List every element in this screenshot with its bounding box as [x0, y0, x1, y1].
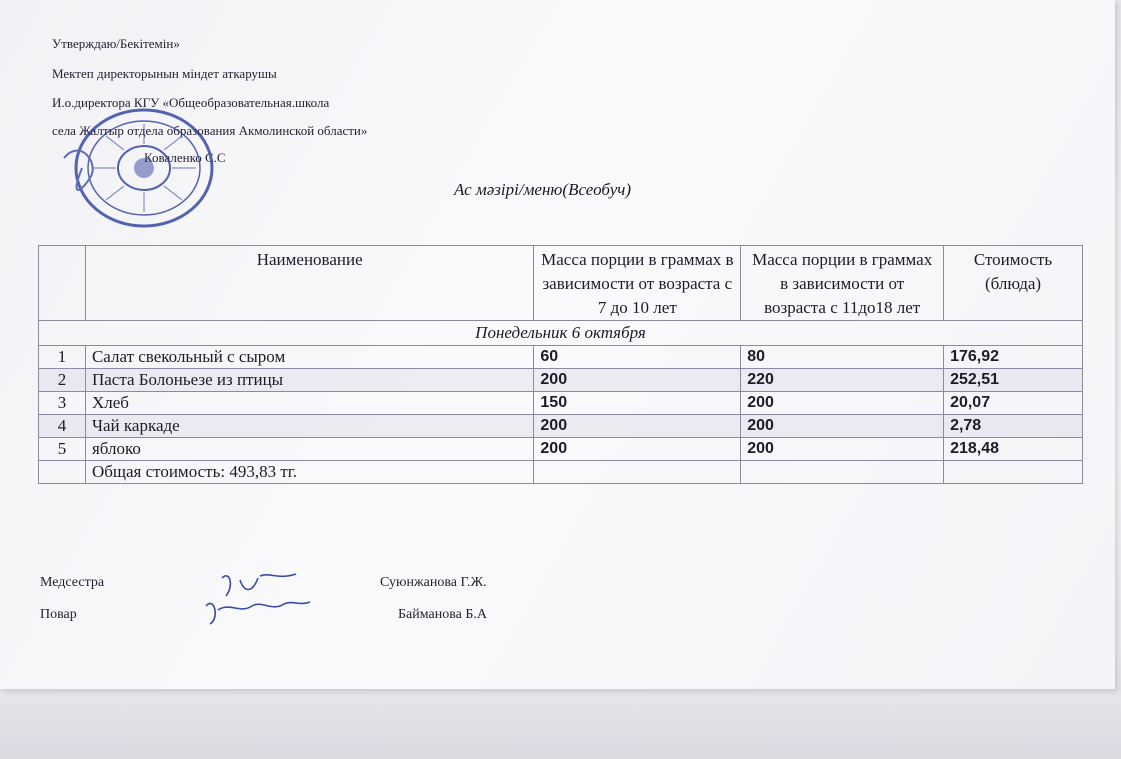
- table-header-row: [39, 246, 1083, 321]
- mass-11-18: 220: [741, 369, 944, 392]
- dish-cost: 218,48: [944, 438, 1083, 461]
- cook-role: Повар: [40, 607, 77, 622]
- day-row: [39, 321, 1083, 346]
- nurse-name: Суюнжанова Г.Ж.: [380, 575, 487, 590]
- table-row: [39, 438, 1083, 461]
- row-number: 3: [39, 392, 86, 415]
- organization-line: села Жалтыр отдела образования Акмолинской области»: [52, 123, 368, 138]
- mass-7-10: 200: [534, 369, 741, 392]
- dish-cost: 20,07: [944, 392, 1083, 415]
- mass-7-10: 200: [534, 438, 741, 461]
- official-seal-icon: [60, 108, 216, 232]
- mass-7-10: 200: [534, 415, 741, 438]
- mass-11-18: 80: [741, 346, 944, 369]
- row-number: 1: [39, 346, 86, 369]
- dish-name: яблоко: [85, 438, 533, 461]
- dish-name: Хлеб: [85, 392, 533, 415]
- handwritten-signature-icon: [200, 566, 320, 636]
- total-empty-cell: [944, 461, 1083, 484]
- total-empty-cell: [534, 461, 741, 484]
- table-row: [39, 392, 1083, 415]
- mass-11-18: 200: [741, 392, 944, 415]
- menu-table: [38, 245, 1083, 484]
- row-number: 5: [39, 438, 86, 461]
- dish-name: Салат свекольный с сыром: [85, 346, 533, 369]
- mass-11-18: 200: [741, 415, 944, 438]
- total-cost: Общая стоимость: 493,83 тг.: [85, 461, 533, 484]
- table-row: [39, 415, 1083, 438]
- header-cost: Стоимость (блюда): [944, 246, 1083, 321]
- menu-title: Ас мәзірі/меню(Всеобуч): [453, 180, 632, 199]
- mass-7-10: 150: [534, 392, 741, 415]
- day-label: Понедельник 6 октября: [39, 321, 1083, 346]
- approval-line: Утверждаю/Бекітемін»: [52, 36, 180, 51]
- total-empty-cell: [741, 461, 944, 484]
- table-row: [39, 369, 1083, 392]
- row-number: 4: [39, 415, 86, 438]
- cook-name: Байманова Б.А: [398, 607, 488, 622]
- position-ru-line: И.о.директора КГУ «Общеобразовательная.школа: [52, 95, 330, 110]
- nurse-role: Медсестра: [40, 575, 105, 590]
- total-row: [39, 461, 1083, 484]
- total-empty-cell: [39, 461, 86, 484]
- header-mass-11-18: Масса порции в граммах в зависимости от возраста с 11до18 лет: [741, 246, 944, 321]
- director-name: Коваленко С.С: [144, 150, 226, 165]
- row-number: 2: [39, 369, 86, 392]
- mass-7-10: 60: [534, 346, 741, 369]
- position-kz-line: Мектеп директорынын міндет аткарушы: [52, 66, 277, 81]
- dish-cost: 176,92: [944, 346, 1083, 369]
- header-mass-7-10: Масса порции в граммах в зависимости от возраста с 7 до 10 лет: [534, 246, 741, 321]
- table-row: [39, 346, 1083, 369]
- mass-11-18: 200: [741, 438, 944, 461]
- dish-cost: 252,51: [944, 369, 1083, 392]
- header-name: Наименование: [85, 246, 533, 321]
- dish-name: Паста Болоньезе из птицы: [85, 369, 533, 392]
- dish-name: Чай каркаде: [85, 415, 533, 438]
- dish-cost: 2,78: [944, 415, 1083, 438]
- header-number: [39, 246, 86, 321]
